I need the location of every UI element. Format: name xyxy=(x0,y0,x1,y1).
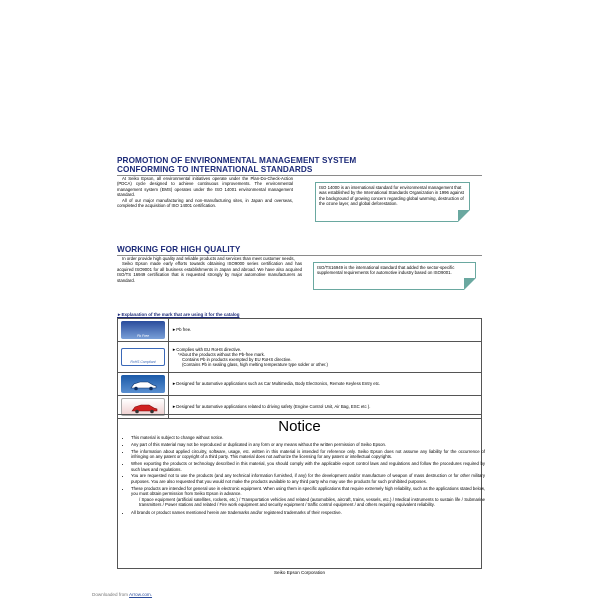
notice-title: Notice xyxy=(278,418,321,435)
iso-ts16949-note xyxy=(313,262,476,290)
table-row xyxy=(118,342,482,373)
list-item: • You are requested not to use the products (and any technical information furnished, if any) for the development and/or manufacture of weapon of mass destruction or for other military purposes. You are also requested that you would not make the products available to any third party who may use the products for such prohibited purposes. xyxy=(131,473,485,484)
section-body-quality xyxy=(117,256,302,283)
paragraph: At Seiko Epson, all environmental initiatives operate under the Plan-Do-Check-Action (PDCA) cycle designed to achieve continuous improvements. The environmental management system (EMS) operates under the ISO 14001 environmental management standard. xyxy=(117,176,293,198)
list-item-text: These products are intended for general use in electronic equipment. When using them in specific applications that require extremely high reliability, such as the applications stated below, you must obtain permission from Seiko Epson in advance. xyxy=(131,485,485,497)
mark-icon-cell xyxy=(118,319,169,342)
rohs-compliant-icon xyxy=(121,348,165,366)
description-line: ►Pb free. xyxy=(172,327,192,333)
marks-explanation-title: ►Explanation of the mark that are using it for the catalog xyxy=(117,312,240,317)
badge-label: Pb Free xyxy=(136,333,150,338)
company-name: Seiko Epson Corporation xyxy=(273,570,326,575)
note-text: ISO/TS16949 is the international standard that added the sector-specific supplemental requirements for automotive industry based on ISO9001. xyxy=(317,265,455,276)
section-title-line: PROMOTION OF ENVIRONMENTAL MANAGEMENT SYSTEM xyxy=(117,156,357,165)
page-curl-icon xyxy=(464,278,476,290)
list-item: • When exporting the products or technology described in this material, you should comply with the applicable export control laws and regulations and follow the procedures required by such laws and regulations. xyxy=(131,461,485,472)
paragraph: All of our major manufacturing and non-manufacturing sites, in Japan and overseas, completed the acquisition of ISO 14001 certification. xyxy=(117,197,293,209)
description-line: *About the products without the Pb-free mark. xyxy=(178,351,265,357)
section-body-environmental xyxy=(117,176,293,208)
description-line: Contains Pb in products exempted by EU RoHS directive. xyxy=(182,357,292,362)
table-row xyxy=(118,319,482,342)
note-text: ISO 14000 is an international standard for environmental management that was established by the International Standards Organization in 1996 against the background of growing concern regarding global warming, destruction of the ozone layer, and global deforestation. xyxy=(319,185,464,207)
iso14000-note xyxy=(315,182,470,222)
arrow-link[interactable]: Arrow.com. xyxy=(129,592,153,597)
description-line: ►Designed for automotive applications related to driving safety (Engine Control Unit, Air Bag, ESC etc ). xyxy=(172,404,371,410)
notice-box xyxy=(117,414,485,569)
mark-description xyxy=(169,319,482,342)
page-curl-icon xyxy=(458,210,470,222)
pb-free-icon xyxy=(121,321,165,339)
red-car-icon xyxy=(129,402,159,414)
section-title-line: CONFORMING TO INTERNATIONAL STANDARDS xyxy=(117,165,313,175)
mark-icon-cell xyxy=(118,342,169,373)
mark-description xyxy=(169,373,482,396)
description-line: ►Designed for automotive applications such as Car Multimedia, Body Electronics, Remote Keyless Entry etc. xyxy=(172,381,381,387)
list-item: • The information about applied circuitry, software, usage, etc. written in this material is intended for reference only. Seiko Epson does not assume any liability for the occurrence of infringing on any patent or copyright of a third party. This material does not authorize the licensing for any patent or intellectual copyrights. xyxy=(131,449,485,460)
paragraph: In order provide high quality and reliable products and services than meet customer needs, xyxy=(122,256,295,261)
notice-list xyxy=(122,435,485,517)
description-line: (Contains Pb in sealing glass, high melting temperature type solder or other.) xyxy=(182,362,328,368)
list-item: • Any part of this material may not be reproduced or duplicated in any form or any means without the written permission of Seiko Epson. xyxy=(131,442,485,447)
paragraph: Seiko Epson made early efforts towards obtaining ISO9000 series certification and has acquired ISO9001 for all business establishments in Japan and abroad. We have also acquired ISO/TS 16949 certification that is requested strongly by major automotive manufacturers as standard. xyxy=(117,261,302,283)
description-line: ►Complies with EU RoHS directive. xyxy=(172,346,242,352)
download-credit xyxy=(92,592,152,597)
mark-description xyxy=(169,342,482,373)
badge-label: RoHS Compliant xyxy=(130,359,156,364)
list-item: • This material is subject to change without notice. xyxy=(131,435,485,440)
list-item xyxy=(131,486,485,508)
table-row xyxy=(118,373,482,396)
download-prefix: Downloaded from xyxy=(92,592,129,597)
list-item-subtext: / Space equipment (artificial satellites, rockets, etc.) / Transportation vehicles and related (automobiles, aircraft, trains, vessels, etc.) / Medical instruments to sustain life / Submarine transmitters / Power stations and related / Fire work equipment and security equipment / traffic control equipment / and others requiring equivalent reliability. xyxy=(139,496,485,507)
marks-table xyxy=(117,318,482,419)
section-title-quality: WORKING FOR HIGH QUALITY xyxy=(117,245,241,254)
mark-icon-cell xyxy=(118,373,169,396)
automotive-icon xyxy=(121,375,165,393)
car-icon xyxy=(128,379,158,391)
section-title-environmental xyxy=(117,156,367,174)
list-item: • All brands or product names mentioned herein are trademarks and/or registered trademarks of their respective. xyxy=(131,510,485,515)
